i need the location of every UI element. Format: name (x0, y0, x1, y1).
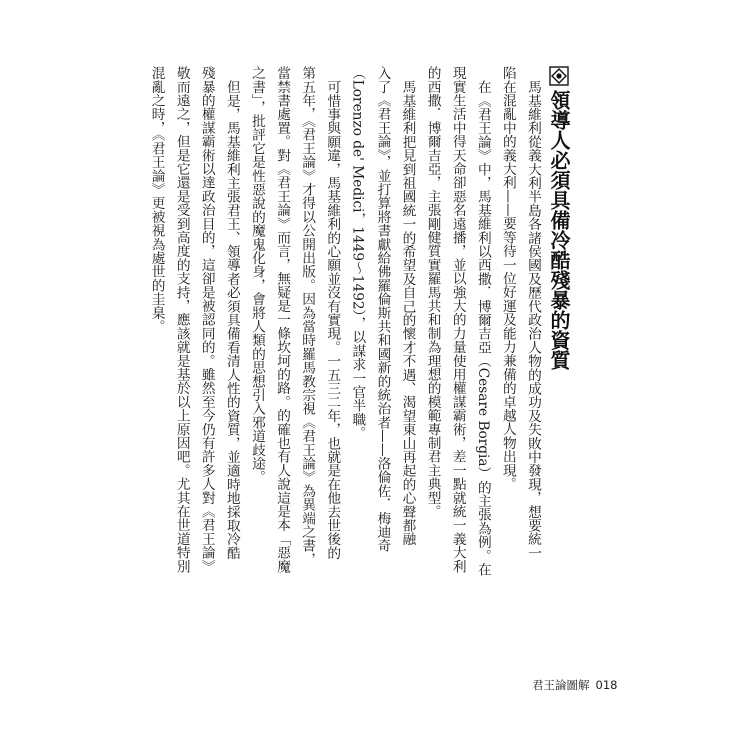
text-line: 馬基維利把見到祖國統一的希望及自己的懷才不遇、渴望東山再起的心聲都融 (399, 79, 416, 546)
footer-book-title: 君王論圖解 (532, 678, 590, 692)
text-line: 在《君王論》中，馬基維利以西撒．博爾吉亞（Cesare Borgia）的主張為例。在 (474, 79, 491, 576)
text-line: 殘暴的權謀霸術以達政治目的，這卻是被認同的。雖然至今仍有許多人對《君王論》 (198, 66, 215, 573)
page-number: 018 (595, 678, 618, 692)
text-line: 之書」，批評它是性惡說的魔鬼化身，會將人類的思想引入邪道歧途。 (248, 66, 265, 484)
text-line: （Lorenzo de' Medici，1449～1492），以謀求一官半職。 (349, 66, 366, 440)
text-line: 的西撒．博爾吉亞，主張剛健質實羅馬共和制為理想的模範專制君主典型。 (424, 66, 441, 519)
section-heading (546, 66, 572, 370)
text-line: 可惜事與願違，馬基維利的心願並沒有實現。一五三二年，也就是在他去世後的 (324, 79, 341, 560)
text-line: 馬基維利從義大利半島各諸侯國及歷代政治人物的成功及失敗中發現，想要統一 (525, 79, 541, 560)
text-line: 現實生活中得天命卻惡名遠播，並以強大的力量使用權謀霸術，差一點就統一義大利 (449, 66, 466, 573)
text-line: 第五年，《君王論》才得以公開出版。因為當時羅馬教宗視《君王論》為異端之書， (299, 66, 316, 567)
body-text-column (148, 66, 545, 622)
text-line: 敬而遠之，但是它還是受到高度的支持，應該就是基於以上原因吧。尤其在世道特別 (173, 66, 190, 573)
text-line: 混亂之時，《君王論》更被視為處世的圭臬。 (148, 66, 165, 334)
text-line: 但是，馬基維利主張君王、領導者必須具備看清人性的資質，並適時地採取冷酷 (223, 79, 240, 560)
text-line: 入了《君王論》，並打算將書獻給佛羅倫斯共和國新的統治者——洛倫佐．梅迪奇 (374, 66, 391, 553)
page-footer (532, 677, 617, 693)
text-line: 陷在混亂中的義大利——要等待一位好運及能力兼備的卓越人物出現。 (499, 66, 516, 491)
text-line: 當禁書處置。對《君王論》而言，無疑是一條坎坷的路。的確也有人說這是本「惡魔 (274, 66, 291, 573)
section-title: 領導人必須具備冷酷殘暴的資質 (547, 90, 571, 370)
diamond-ornament-icon (549, 66, 569, 86)
